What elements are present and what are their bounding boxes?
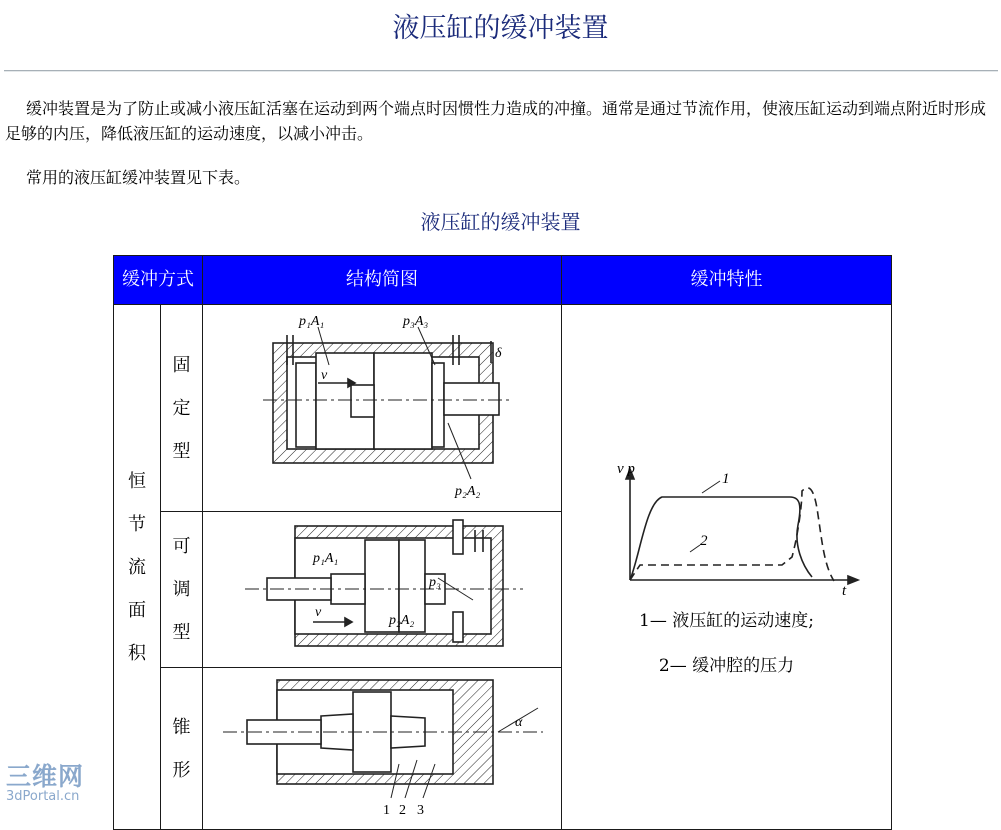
diagram-adjustable [203, 512, 562, 668]
label-alpha: α [515, 715, 523, 730]
chart-x-label: t [842, 583, 847, 595]
label-2: 2 [399, 803, 406, 818]
type-char: 型 [172, 440, 191, 462]
label-p2a2: p₂A₂ [455, 484, 481, 499]
type-char: 锥 [172, 716, 191, 738]
header-diagram: 结构简图 [203, 256, 562, 305]
intro-paragraph: 缓冲装置是为了防止或减小液压缸活塞在运动到两个端点时因惯性力造成的冲撞。通常是通过节流作用，使液压缸运动到端点附近时形成足够的内压，降低液压缸的运动速度，以减小冲击。 [5, 99, 987, 143]
label-p1a1: p₁A₁ [299, 314, 325, 329]
category-char: 节 [128, 513, 146, 535]
header-characteristic: 缓冲特性 [562, 256, 892, 305]
tapered-cushion-diagram [203, 668, 561, 825]
curve-1-label: 1 [722, 471, 730, 487]
header-method: 缓冲方式 [114, 256, 203, 305]
category-char: 面 [128, 599, 146, 621]
divider [4, 70, 998, 72]
label-p3a3: p₃A₃ [403, 314, 429, 329]
fixed-cushion-diagram [203, 305, 561, 507]
label-3: 3 [417, 803, 424, 818]
legend-item: 2— 缓冲腔的压力 [658, 656, 795, 676]
type-char: 形 [172, 759, 191, 781]
table-caption: 液压缸的缓冲装置 [420, 210, 581, 234]
category-char: 流 [128, 556, 146, 578]
watermark-logo [6, 764, 84, 804]
legend-item: 1— 液压缸的运动速度; [639, 611, 814, 631]
chart-y-label: v p [617, 461, 635, 477]
label-p2a2: p₂A₂ [389, 613, 415, 628]
type-char: 调 [172, 579, 191, 600]
watermark-logo-text: 三维网 [6, 762, 85, 791]
type-fixed [161, 305, 203, 512]
label-velocity: v [315, 605, 322, 620]
table-intro-paragraph: 常用的液压缸缓冲装置见下表。 [26, 168, 251, 187]
type-char: 固 [172, 354, 191, 376]
label-p3: p₃ [429, 575, 441, 590]
diagram-tapered [203, 668, 562, 830]
cushion-characteristic-chart [562, 445, 891, 595]
label-velocity: v [321, 368, 328, 383]
curve-2-label: 2 [700, 533, 708, 549]
category-char: 恒 [128, 470, 146, 492]
type-char: 定 [172, 397, 191, 419]
type-adjustable [161, 512, 203, 668]
adjustable-cushion-diagram [203, 512, 561, 663]
category-char: 积 [128, 642, 146, 664]
diagram-fixed [203, 305, 562, 512]
label-delta: δ [495, 346, 502, 361]
type-tapered [161, 668, 203, 830]
label-p1a1: p₁A₁ [313, 551, 339, 566]
watermark-site: 3dPortal.cn [6, 789, 80, 804]
category-cell [114, 305, 161, 830]
type-char: 型 [172, 622, 191, 643]
cushion-table [113, 255, 892, 830]
page-title: 液压缸的缓冲装置 [392, 13, 609, 44]
characteristic-cell [562, 305, 892, 830]
label-1: 1 [383, 803, 390, 818]
type-char: 可 [172, 536, 191, 557]
